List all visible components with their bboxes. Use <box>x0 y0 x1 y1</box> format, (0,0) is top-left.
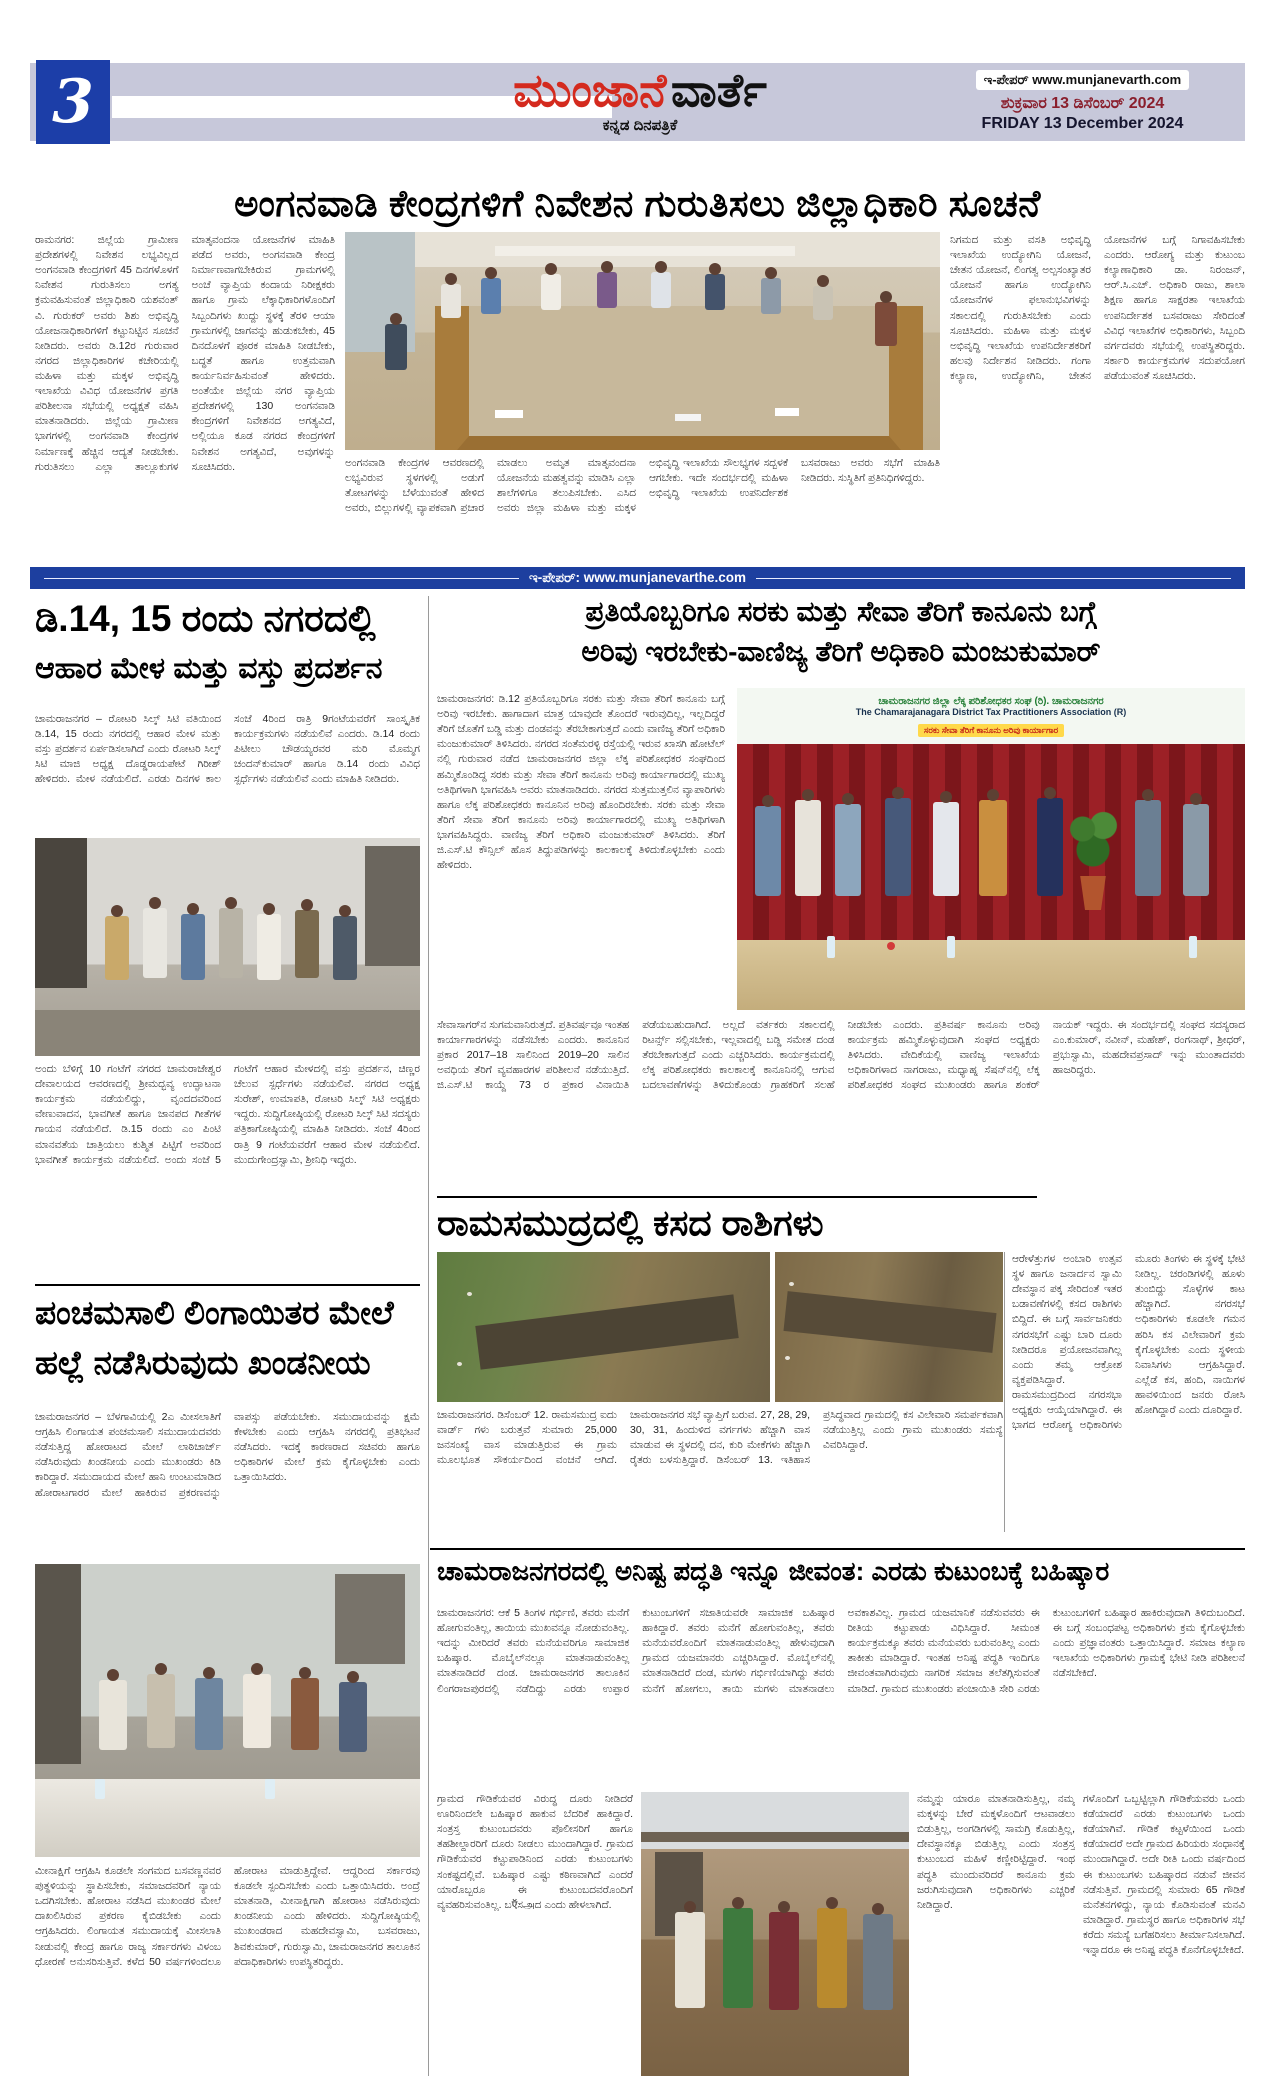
date-english: FRIDAY 13 December 2024 <box>981 115 1184 132</box>
litter-scatter <box>467 1292 472 1296</box>
epaper-label: ಇ-ಪೇಪರ್ <box>983 72 1029 87</box>
water-bottle <box>827 936 835 958</box>
person-figure <box>295 910 319 978</box>
person-figure <box>885 798 911 896</box>
person-figure <box>333 916 357 980</box>
anganwadi-right-columns: ನಿಗಮದ ಮತ್ತು ವಸತಿ ಅಭಿವೃದ್ಧಿ ಇಲಾಖೆಯ ಉದ್ಯೋಗಿನಿ ಯೋಜನೆ, ಚೇತನ ಯೋಜನೆ, ಲಿಂಗತ್ವ ಅಲ್ಪಸಂಖ್ಯಾತರ ಯೋಜನೆ ಹಾಗೂ ಉದ್ಯೋಗಿನಿ ಯೋಜನೆಗಳ ಫಲಾನುಭವಿಗಳನ್ನು ಸಕಾಲದಲ್ಲಿ ಗುರುತಿಸಬೇಕು ಎಂದು ಸೂಚಿಸಿದರು. ಮಹಿಳಾ ಮತ್ತು ಮಕ್ಕಳ ಅಭಿವೃದ್ಧಿ ಇಲಾಖೆಯ ಉಪನಿರ್ದೇಶಕರಿಗೆ ಹಲವು ನಿರ್ದೇಶನ ನೀಡಿದರು. ಗಂಗಾ ಕಲ್ಯಾಣ, ಉದ್ಯೋಗಿನಿ, ಚೇತನ ಯೋಜನೆಗಳ ಬಗ್ಗೆ ನಿಗಾವಹಿಸಬೇಕು ಎಂದರು. ಆರೋಗ್ಯ ಮತ್ತು ಕುಟುಂಬ ಕಲ್ಯಾಣಾಧಿಕಾರಿ ಡಾ. ನಿರಂಜನ್, ಆರ್.ಸಿ.ಎಚ್. ಅಧಿಕಾರಿ ರಾಜು, ಶಾಲಾ ಶಿಕ್ಷಣ ಹಾಗೂ ಸಾಕ್ಷರತಾ ಇಲಾಖೆಯ ಉಪನಿರ್ದೇಶಕ ಬಸವರಾಜು ಸೇರಿದಂತೆ ವಿವಿಧ ಇಲಾಖೆಗಳ ಅಧಿಕಾರಿಗಳು, ಸಿಬ್ಬಂದಿ ವರ್ಗದವರು ಸಭೆಯಲ್ಲಿ ಉಪಸ್ಥಿತರಿದ್ದರು. ಸರ್ಕಾರಿ ಕಾರ್ಯಕ್ರಮಗಳ ಸದುಪಯೋಗ ಪಡೆಯುವಂತೆ ಸೂಚಿಸಿದರು. <box>950 234 1245 382</box>
masthead <box>420 66 860 134</box>
photo-press-meet <box>35 838 420 1056</box>
photo-garbage-1 <box>437 1252 770 1402</box>
header-right <box>925 70 1240 133</box>
section-rule <box>437 1196 1037 1198</box>
person-figure <box>813 286 833 320</box>
plant <box>1067 808 1119 878</box>
papers <box>775 408 799 416</box>
epaper-url-pill[interactable] <box>976 70 1190 90</box>
column-divider <box>428 596 429 2076</box>
doorway <box>35 838 87 988</box>
papers <box>675 414 701 421</box>
ceiling-beam <box>495 246 795 256</box>
anganwadi-left-columns: ರಾಮನಗರ: ಜಿಲ್ಲೆಯ ಗ್ರಾಮೀಣ ಪ್ರದೇಶಗಳಲ್ಲಿ ನಿವೇಶನ ಲಭ್ಯವಿಲ್ಲದ ಅಂಗನವಾಡಿ ಕೇಂದ್ರಗಳಿಗೆ 45 ದಿನಗಳೊಳಗೆ ನಿವೇಶನ ಗುರುತಿಸಲು ಅಗತ್ಯ ಕ್ರಮವಹಿಸುವಂತೆ ಜಿಲ್ಲಾಧಿಕಾರಿ ಯಶವಂತ್ ವಿ. ಗುರುಕರ್ ಅವರು ಶಿಶು ಅಭಿವೃದ್ಧಿ ಯೋಜನಾಧಿಕಾರಿಗಳಿಗೆ ಕಟ್ಟುನಿಟ್ಟಿನ ಸೂಚನೆ ನೀಡಿದರು. ಅವರು ಡಿ.12ರ ಗುರುವಾರ ನಗರದ ಜಿಲ್ಲಾಧಿಕಾರಿಗಳ ಕಚೇರಿಯಲ್ಲಿ ಮಹಿಳಾ ಮತ್ತು ಮಕ್ಕಳ ಅಭಿವೃದ್ಧಿ ಇಲಾಖೆಯ ವಿವಿಧ ಯೋಜನೆಗಳ ಪ್ರಗತಿ ಪರಿಶೀಲನಾ ಸಭೆಯಲ್ಲಿ ಅಧ್ಯಕ್ಷತೆ ವಹಿಸಿ ಮಾತನಾಡಿದರು. ಜಿಲ್ಲೆಯ ಗ್ರಾಮೀಣ ಭಾಗಗಳಲ್ಲಿ ಅಂಗನವಾಡಿ ಕೇಂದ್ರಗಳ ನಿರ್ಮಾಣಕ್ಕೆ ಹೆಚ್ಚಿನ ಆದ್ಯತೆ ನೀಡಬೇಕು. ಗುರುತಿಸಲು ಎಲ್ಲಾ ತಾಲ್ಲೂಕುಗಳ ಮಾತೃವಂದನಾ ಯೋಜನೆಗಳ ಮಾಹಿತಿ ಪಡೆದ ಅವರು, ಅಂಗನವಾಡಿ ಕೇಂದ್ರ ನಿರ್ಮಾಣವಾಗಬೇಕಿರುವ ಗ್ರಾಮಗಳಲ್ಲಿ ಅಂಚೆ ವ್ಯಾಪ್ತಿಯ ಕಂದಾಯ ನಿರೀಕ್ಷಕರು ಹಾಗೂ ಗ್ರಾಮ ಲೆಕ್ಕಾಧಿಕಾರಿಗಳೊಂದಿಗೆ ಸಿಬ್ಬಂದಿಗಳು ಖುದ್ದು ಸ್ಥಳಕ್ಕೆ ತೆರಳಿ ಆಯಾ ಗ್ರಾಮಗಳಲ್ಲಿ ಜಾಗವನ್ನು ಹುಡುಕಬೇಕು, 45 ದಿನದೊಳಗೆ ಪೂರಕ ಮಾಹಿತಿ ನೀಡಬೇಕು, ಬದ್ಧತೆ ಹಾಗೂ ಉತ್ತಮವಾಗಿ ಕಾರ್ಯನಿರ್ವಹಿಸುವಂತೆ ಹೇಳಿದರು. ಅಂತೆಯೇ ಜಿಲ್ಲೆಯ ನಗರ ವ್ಯಾಪ್ತಿಯ ಪ್ರದೇಶಗಳಲ್ಲಿ 130 ಅಂಗನವಾಡಿ ಕೇಂದ್ರಗಳಿಗೆ ನಿವೇಶನದ ಅಗತ್ಯವಿದೆ, ಅಲ್ಲಿಯೂ ಕೂಡ ನಗರದ ಕೇಂದ್ರಗಳಿಗೆ ನಿವೇಶನ ಅಗತ್ಯವಿದೆ, ಅವುಗಳನ್ನು ಸೂಚಿಸಿದರು. <box>35 234 335 473</box>
food-mela-body-top: ಚಾಮರಾಜನಗರ – ರೋಟರಿ ಸಿಲ್ಕ್ ಸಿಟಿ ವತಿಯಿಂದ ಡಿ.14, 15 ರಂದು ನಗರದಲ್ಲಿ ಆಹಾರ ಮೇಳ ಮತ್ತು ವಸ್ತು ಪ್ರದರ್ಶನ ಏರ್ಪಡಿಸಲಾಗಿದೆ ಎಂದು ರೋಟರಿ ಸಿಲ್ಕ್ ಸಿಟಿ ಮಾಜಿ ಅಧ್ಯಕ್ಷ ದೊಡ್ಡರಾಯಪೇಟೆ ಗಿರೀಶ್ ಹೇಳಿದರು. ಮೇಳ ನಡೆಯಲಿದೆ. ಎರಡು ದಿನಗಳ ಕಾಲ ಸಂಜೆ 4ರಿಂದ ರಾತ್ರಿ 9ಗಂಟೆಯವರೆಗೆ ಸಾಂಸ್ಕೃತಿಕ ಕಾರ್ಯಕ್ರಮಗಳು ನಡೆಯಲಿವೆ ಎಂದರು. ಡಿ.14 ರಂದು ಪಿಟೀಲು ಚೌಡಯ್ಯರವರ ಮರಿ ಮೊಮ್ಮಗ ಚಂದನ್‌ಕುಮಾರ್ ಹಾಗೂ ಡಿ.14 ರಂದು ವಿವಿಧ ಸ್ಪರ್ಧೆಗಳು ನಡೆಯಲಿವೆ ಎಂದು ಮಾಹಿತಿ ನೀಡಿದರು. <box>35 713 420 786</box>
event-banner <box>737 688 1245 744</box>
gst-headline-2: ಅರಿವು ಇರಬೇಕು-ವಾಣಿಜ್ಯ ತೆರಿಗೆ ಅಧಿಕಾರಿ ಮಂಜುಕುಮಾರ್ <box>581 636 1101 667</box>
drain-trench <box>475 1294 738 1369</box>
photo-boycott-family <box>641 1792 909 2076</box>
person-figure <box>243 1674 271 1748</box>
epaper-website[interactable]: www.munjanevarth.com <box>1032 72 1182 87</box>
gst-headline-1: ಪ್ರತಿಯೊಬ್ಬರಿಗೂ ಸರಕು ಮತ್ತು ಸೇವಾ ತೆರಿಗೆ ಕಾನೂನು ಬಗ್ಗೆ <box>585 596 1097 627</box>
person-figure <box>339 1682 367 1752</box>
papers <box>495 410 523 418</box>
person-figure <box>195 1678 223 1750</box>
person-figure <box>481 278 501 314</box>
boycott-row-a-columns: ಚಾಮರಾಜನಗರ: ಆಕೆ 5 ತಿಂಗಳ ಗರ್ಭಿಣಿ, ತವರು ಮನೆಗೆ ಹೋಗುವಂತಿಲ್ಲ, ತಾಯಿಯ ಮುಖವನ್ನೂ ನೋಡುವಂತಿಲ್ಲ. ಇದನ್ನು ಮೀರಿದರೆ ತವರು ಮನೆಯವರಿಗೂ ಸಾಮಾಜಿಕ ಬಹಿಷ್ಕಾರ. ಮೊಬೈಲ್‌ನಲ್ಲೂ ಮಾತನಾಡುವಂತಿಲ್ಲ ಮಾತನಾಡಿದರೆ ದಂಡ. ಚಾಮರಾಜನಗರ ತಾಲೂಕಿನ ಲಿಂಗರಾಜಪುರದಲ್ಲಿ ನಡೆದಿದ್ದು ಎರಡು ಉಪ್ಪಾರ ಕುಟುಂಬಗಳಿಗೆ ಸಜಾತಿಯವರೇ ಸಾಮಾಜಿಕ ಬಹಿಷ್ಕಾರ ಹಾಕಿದ್ದಾರೆ. ತವರು ಮನೆಗೆ ಹೋಗುವಂತಿಲ್ಲ, ತವರು ಮನೆಯವರೊಂದಿಗೆ ಮಾತನಾಡುವಂತಿಲ್ಲ ಹೇಳುವುದಾಗಿ ಗ್ರಾಮದ ಯಜಮಾನರು ಎಚ್ಚರಿಸಿದ್ದಾರೆ. ಮೊಬೈಲ್‌ನಲ್ಲಿ ಮಾತನಾಡಿದರೆ ದಂಡ, ಮಗಳು ಗರ್ಭಿಣಿಯಾಗಿದ್ದು ತವರು ಮನೆಗೆ ಹೋಗಲು, ತಾಯಿ ಮಗಳು ಮಾತನಾಡಲು ಅವಕಾಶವಿಲ್ಲ. ಗ್ರಾಮದ ಯಜಮಾನಿಕೆ ನಡೆಸುವವರು ಈ ರೀತಿಯ ಕಟ್ಟುಪಾಡು ವಿಧಿಸಿದ್ದಾರೆ. ಸೀಮಂತ ಕಾರ್ಯಕ್ರಮಕ್ಕೂ ತವರು ಮನೆಯವರು ಬರುವಂತಿಲ್ಲ ಎಂದು ತಾಕೀತು ಮಾಡಿದ್ದಾರೆ. ಇಂತಹ ಅನಿಷ್ಟ ಪದ್ಧತಿ ಇಂದಿಗೂ ಜೀವಂತವಾಗಿರುವುದು ನಾಗರಿಕ ಸಮಾಜ ತಲೆತಗ್ಗಿಸುವಂತೆ ಮಾಡಿದೆ. ಗ್ರಾಮದ ಮುಖಂಡರು ಪಂಚಾಯಿತಿ ಸೇರಿ ಎರಡು ಕುಟುಂಬಗಳಿಗೆ ಬಹಿಷ್ಕಾರ ಹಾಕಿರುವುದಾಗಿ ತಿಳಿದುಬಂದಿದೆ. ಈ ಬಗ್ಗೆ ಸಂಬಂಧಪಟ್ಟ ಅಧಿಕಾರಿಗಳು ಕ್ರಮ ಕೈಗೊಳ್ಳಬೇಕು ಎಂದು ಪ್ರಜ್ಞಾವಂತರು ಒತ್ತಾಯಿಸಿದ್ದಾರೆ. ಸಮಾಜ ಕಲ್ಯಾಣ ಇಲಾಖೆಯ ಅಧಿಕಾರಿಗಳು ಗ್ರಾಮಕ್ಕೆ ಭೇಟಿ ನೀಡಿ ಪರಿಶೀಲನೆ ನಡೆಸಬೇಕಿದೆ. <box>437 1607 1245 1695</box>
person-figure <box>705 274 725 310</box>
ramasamudra-right-columns: ಆರೇಳೆತ್ತುಗಳ ಅಂಬಾರಿ ಉತ್ಸವ ಸ್ಥಳ ಹಾಗೂ ಜನಾರ್ದನ ಸ್ವಾಮಿ ದೇವಸ್ಥಾನ ಪಕ್ಕ ಸೇರಿದಂತೆ ಇತರ ಬಡಾವಣೆಗಳಲ್ಲಿ ಕಸದ ರಾಶಿಗಳು ಬಿದ್ದಿದೆ. ಈ ಬಗ್ಗೆ ಸಾರ್ವಜನಿಕರು ನಗರಸಭೆಗೆ ಎಷ್ಟು ಬಾರಿ ದೂರು ನೀಡಿದರೂ ಪ್ರಯೋಜನವಾಗಿಲ್ಲ ಎಂದು ತಮ್ಮ ಆಕ್ರೋಶ ವ್ಯಕ್ತಪಡಿಸಿದ್ದಾರೆ. ರಾಮಸಮುದ್ರದಿಂದ ನಗರಸಭಾ ಅಧ್ಯಕ್ಷರು ಆಯ್ಕೆಯಾಗಿದ್ದಾರೆ. ಈ ಭಾಗದ ಆರೋಗ್ಯ ಅಧಿಕಾರಿಗಳು ಮೂರು ತಿಂಗಳು ಈ ಸ್ಥಳಕ್ಕೆ ಭೇಟಿ ನೀಡಿಲ್ಲ. ಚರಂಡಿಗಳಲ್ಲಿ ಹೂಳು ತುಂಬಿದ್ದು ಸೊಳ್ಳೆಗಳ ಕಾಟ ಹೆಚ್ಚಾಗಿದೆ. ನಗರಸಭೆ ಅಧಿಕಾರಿಗಳು ಕೂಡಲೇ ಗಮನ ಹರಿಸಿ ಕಸ ವಿಲೇವಾರಿಗೆ ಕ್ರಮ ಕೈಗೊಳ್ಳಬೇಕು ಎಂದು ಸ್ಥಳೀಯ ನಿವಾಸಿಗಳು ಆಗ್ರಹಿಸಿದ್ದಾರೆ. ಎಲ್ಲೆಡೆ ಕಸ, ಹಂದಿ, ನಾಯಿಗಳ ಹಾವಳಿಯಿಂದ ಜನರು ರೋಸಿ ಹೋಗಿದ್ದಾರೆ ಎಂದು ದೂರಿದ್ದಾರೆ. <box>1012 1253 1245 1432</box>
table-front <box>35 1010 420 1056</box>
panchamasali-body-top: ಚಾಮರಾಜನಗರ – ಬೆಳಗಾವಿಯಲ್ಲಿ 2ಎ ಮೀಸಲಾತಿಗೆ ಆಗ್ರಹಿಸಿ ಲಿಂಗಾಯತ ಪಂಚಮಸಾಲಿ ಸಮುದಾಯದವರು ನಡೆಸುತ್ತಿದ್ದ ಹೋರಾಟದ ಮೇಲೆ ಲಾಠಿಚಾರ್ಜ್ ನಡೆಸಿರುವುದು ಖಂಡನೀಯ ಎಂದು ಮುಖಂಡರು ಕಿಡಿ ಕಾರಿದ್ದಾರೆ. ಸಮುದಾಯದ ಮೇಲೆ ಹಾನಿ ಉಂಟುಮಾಡಿದ ಹೋರಾಟಗಾರರ ಮೇಲೆ ಹಾಕಿರುವ ಪ್ರಕರಣವನ್ನು ವಾಪಸ್ಸು ಪಡೆಯಬೇಕು. ಸಮುದಾಯವನ್ನು ಕ್ಷಮೆ ಕೇಳಬೇಕು ಎಂದು ಆಗ್ರಹಿಸಿ ನಗರದಲ್ಲಿ ಪ್ರತಿಭಟನೆ ನಡೆಸಿದರು. ಇದಕ್ಕೆ ಕಾರಣರಾದ ಸಚಿವರು ಹಾಗೂ ಅಧಿಕಾರಿಗಳ ಮೇಲೆ ಕ್ರಮ ಕೈಗೊಳ್ಳಬೇಕು ಎಂದು ಒತ್ತಾಯಿಸಿದರು. <box>35 1411 420 1499</box>
doorway <box>35 1564 81 1764</box>
boycott-col-b2: ನಮ್ಮನ್ನು ಯಾರೂ ಮಾತನಾಡಿಸುತ್ತಿಲ್ಲ, ನಮ್ಮ ಮಕ್ಕಳನ್ನು ಬೇರೆ ಮಕ್ಕಳೊಂದಿಗೆ ಆಟವಾಡಲು ಬಿಡುತ್ತಿಲ್ಲ, ಅಂಗಡಿಗಳಲ್ಲಿ ಸಾಮಗ್ರಿ ಕೊಡುತ್ತಿಲ್ಲ, ದೇವಸ್ಥಾನಕ್ಕೂ ಬಿಡುತ್ತಿಲ್ಲ ಎಂದು ಸಂತ್ರಸ್ತ ಕುಟುಂಬದ ಮಹಿಳೆ ಕಣ್ಣೀರಿಟ್ಟಿದ್ದಾರೆ. ಇಂಥ ಪದ್ಧತಿ ಮುಂದುವರಿದರೆ ಕಾನೂನು ಕ್ರಮ ಜರುಗಿಸುವುದಾಗಿ ಅಧಿಕಾರಿಗಳು ಎಚ್ಚರಿಕೆ ನೀಡಿದ್ದಾರೆ. <box>917 1793 1075 1911</box>
main-headline: ಅಂಗನವಾಡಿ ಕೇಂದ್ರಗಳಿಗೆ ನಿವೇಶನ ಗುರುತಿಸಲು ಜಿಲ್ಲಾಧಿಕಾರಿ ಸೂಚನೆ <box>234 183 1041 224</box>
plant-pot <box>1077 876 1109 910</box>
boycott-headline: ಚಾಮರಾಜನಗರದಲ್ಲಿ ಅನಿಷ್ಟ ಪದ್ಧತಿ ಇನ್ನೂ ಜೀವಂತ: ಎರಡು ಕುಟುಂಬಕ್ಕೆ ಬಹಿಷ್ಕಾರ <box>437 1556 1110 1586</box>
litter-scatter <box>789 1282 794 1286</box>
page-number: 3 <box>52 67 94 137</box>
person-figure <box>105 916 129 980</box>
person-figure <box>441 284 461 318</box>
banner-english-line: The Chamarajanagara District Tax Practitioners Association (R) <box>855 707 1127 717</box>
section-rule <box>430 1548 1245 1550</box>
food-mela-headline-2: ಆಹಾರ ಮೇಳ ಮತ್ತು ವಸ್ತು ಪ್ರದರ್ಶನ <box>35 652 383 685</box>
section-rule <box>35 1284 420 1286</box>
banner-kannada-line: ಚಾಮರಾಜನಗರ ಜಿಲ್ಲಾ ಲೆಕ್ಕ ಪರಿಶೋಧಕರ ಸಂಘ (ರಿ). ಚಾಮರಾಜನಗರ <box>878 696 1104 707</box>
panchamasali-headline-1: ಪಂಚಮಸಾಲಿ ಲಿಂಗಾಯಿತರ ಮೇಲೆ <box>35 1294 394 1331</box>
date-kannada: ಶುಕ್ರವಾರ 13 ಡಿಸೆಂಬರ್ 2024 <box>1000 95 1165 112</box>
doorway <box>365 846 420 966</box>
person-figure <box>651 272 671 308</box>
anganwadi-below-photo-columns: ಅಂಗನವಾಡಿ ಕೇಂದ್ರಗಳ ಆವರಣದಲ್ಲಿ ಲಭ್ಯವಿರುವ ಸ್ಥಳಗಳಲ್ಲಿ ಅಡುಗೆ ತೋಟಗಳನ್ನು ಬೆಳೆಯುವಂತೆ ಹೇಳಿದ ಅವರು, ಬಿಲ್ಲುಗಳಲ್ಲಿ ವ್ಯಾಪಕವಾಗಿ ಪ್ರಚಾರ ಮಾಡಲು ಅಮೃತ ಮಾತೃವಂದನಾ ಯೋಜನೆಯ ಮಹತ್ವವನ್ನು ಮಾಡಿಸಿ ಎಲ್ಲಾ ಶಾಲೆಗಳಿಗೂ ತಲುಪಿಸಬೇಕು. ಎಸಿದ ಅವರು ಜಿಲ್ಲಾ ಮಹಿಳಾ ಮತ್ತು ಮಕ್ಕಳ ಅಭಿವೃದ್ಧಿ ಇಲಾಖೆಯ ಸೌಲಭ್ಯಗಳ ಸದ್ಬಳಕೆ ಆಗಬೇಕು. ಇದೇ ಸಂದರ್ಭದಲ್ಲಿ ಮಹಿಳಾ ಅಭಿವೃದ್ಧಿ ಇಲಾಖೆಯ ಉಪನಿರ್ದೇಶಕ ಬಸವರಾಜು ಅವರು ಸಭೆಗೆ ಮಾಹಿತಿ ನೀಡಿದರು. ಸುಸ್ಥಿತಿಗೆ ಪ್ರತಿನಿಧಿಗಳಿದ್ದರು. <box>345 457 940 515</box>
food-mela-headline-1: ಡಿ.14, 15 ರಂದು ನಗರದಲ್ಲಿ <box>35 598 376 639</box>
separator-line <box>756 578 1231 579</box>
person-figure <box>755 806 781 896</box>
page-number-box <box>36 60 110 144</box>
person-figure <box>675 1912 705 2008</box>
meeting-table-cloth <box>35 1779 420 1857</box>
panchamasali-body-bottom: ಮೀನಾಕ್ಷಿಗೆ ಆಗ್ರಹಿಸಿ ಕೂಡಲೇ ಸಂಗಮದ ಬಸವಣ್ಣನವರ ಪುತ್ಥಳಿಯನ್ನು ಸ್ಥಾಪಿಸಬೇಕು, ಸಮಾಜದವರಿಗೆ ನ್ಯಾಯ ಒದಗಿಸಬೇಕು. ಹೋರಾಟ ನಡೆಸಿದ ಮುಖಂಡರ ಮೇಲೆ ದಾಖಲಿಸಿರುವ ಪ್ರಕರಣ ಕೈಬಿಡಬೇಕು ಎಂದು ಆಗ್ರಹಿಸಿದರು. ಲಿಂಗಾಯತ ಸಮುದಾಯಕ್ಕೆ ಮೀಸಲಾತಿ ನೀಡುವಲ್ಲಿ ಕೇಂದ್ರ ಹಾಗೂ ರಾಜ್ಯ ಸರ್ಕಾರಗಳು ವಿಳಂಬ ಧೋರಣೆ ಅನುಸರಿಸುತ್ತಿವೆ. ಕಳೆದ 50 ವರ್ಷಗಳಿಂದಲೂ ಹೋರಾಟ ಮಾಡುತ್ತಿದ್ದೇವೆ. ಆದ್ದರಿಂದ ಸರ್ಕಾರವು ಕೂಡಲೇ ಸ್ಪಂದಿಸಬೇಕು ಎಂದು ಒತ್ತಾಯಿಸಿದರು. ಅಂದ್ರೆ ಮಾತನಾಡಿ, ಮೀನಾಕ್ಷಿಗಾಗಿ ಹೋರಾಟ ನಡೆಸಿರುವುದು ಖಂಡನೀಯ ಎಂದು ಹೇಳಿದರು. ಸುದ್ದಿಗೋಷ್ಠಿಯಲ್ಲಿ ಮುಖಂಡರಾದ ಮಹದೇವಸ್ವಾಮಿ, ಬಸವರಾಜು, ಶಿವಕುಮಾರ್, ಗುರುಸ್ವಾಮಿ, ಚಾಮರಾಜನಗರ ತಾಲೂಕಿನ ಪದಾಧಿಕಾರಿಗಳು ಉಪಸ್ಥಿತರಿದ್ದರು. <box>35 1865 420 1968</box>
person-figure <box>979 800 1007 896</box>
person-figure <box>181 914 205 980</box>
water-bottle <box>265 1779 275 1799</box>
dirt-bank <box>783 1291 996 1353</box>
stage-table <box>737 940 1245 1010</box>
water-bottle <box>947 936 955 958</box>
window <box>335 1574 405 1664</box>
epaper-separator-bar <box>30 567 1245 589</box>
person-figure <box>1135 800 1161 896</box>
person-figure <box>723 1908 753 2008</box>
water-bottle <box>1189 936 1197 958</box>
panchamasali-headline-2: ಹಲ್ಲೆ ನಡೆಸಿರುವುದು ಖಂಡನೀಯ <box>35 1344 371 1381</box>
person-figure <box>817 1908 847 2008</box>
ramasamudra-headline: ರಾಮಸಮುದ್ರದಲ್ಲಿ ಕಸದ ರಾಶಿಗಳು <box>437 1202 824 1243</box>
person-figure <box>541 274 561 310</box>
person-figure <box>291 1678 319 1750</box>
flower <box>887 942 895 950</box>
person-figure <box>147 1674 175 1748</box>
separator-text[interactable]: ಇ-ಪೇಪರ್: www.munjanevarthe.com <box>528 570 747 585</box>
boycott-col-b1: ಗ್ರಾಮದ ಗೌಡಿಕೆಯವರ ವಿರುದ್ಧ ದೂರು ನೀಡಿದರೆ ಊರಿನಿಂದಲೇ ಬಹಿಷ್ಕಾರ ಹಾಕುವ ಬೆದರಿಕೆ ಹಾಕಿದ್ದಾರೆ. ಸಂತ್ರಸ್ತ ಕುಟುಂಬದವರು ಪೊಲೀಸರಿಗೆ ಹಾಗೂ ತಹಶೀಲ್ದಾರರಿಗೆ ದೂರು ನೀಡಲು ಮುಂದಾಗಿದ್ದಾರೆ. ಗ್ರಾಮದ ಗೌಡಿಕೆಯವರ ಕಟ್ಟುಪಾಡಿನಿಂದ ಎರಡು ಕುಟುಂಬಗಳು ಸಂಕಷ್ಟದಲ್ಲಿವೆ. ಬಹಿಷ್ಕಾರ ಎಷ್ಟು ಕಠಿಣವಾಗಿದೆ ಎಂದರೆ ಯಾರೊಬ್ಬರೂ ಈ ಕುಟುಂಬದವರೊಂದಿಗೆ ವ್ಯವಹರಿಸುವಂತಿಲ್ಲ. ಬऍಸஅದ ಎಂದು ಹೇಳಲಾಗಿದೆ. <box>437 1793 633 1911</box>
person-figure <box>835 804 861 896</box>
gst-body-below: ಸೇವಾಸಾಗರ್‌ನ ಸುಗಮವಾನಿರುತ್ತದೆ. ಪ್ರತಿವರ್ಷವೂ ಇಂತಹ ಕಾರ್ಯಾಗಾರಗಳನ್ನು ನಡೆಸಬೇಕು ಎಂದರು. ಕಾನೂನಿನ ಪ್ರಕಾರ 2017–18 ಸಾಲಿನಿಂದ 2019–20 ಸಾಲಿನ ಅವಧಿಯ ತೆರಿಗೆ ವ್ಯವಹಾರಗಳ ಪರಿಶೀಲನೆ ನಡೆಯುತ್ತಿದೆ. ಜಿ.ಎಸ್.ಟಿ ಕಾಯ್ದೆ 73 ರ ಪ್ರಕಾರ ವಿನಾಯಿತಿ ಪಡೆಯಬಹುದಾಗಿದೆ. ಅಲ್ಲದೆ ವರ್ತಕರು ಸಕಾಲದಲ್ಲಿ ರಿಟರ್ನ್ಸ್ ಸಲ್ಲಿಸಬೇಕು, ಇಲ್ಲವಾದಲ್ಲಿ ಬಡ್ಡಿ ಸಮೇತ ದಂಡ ತೆರಬೇಕಾಗುತ್ತದೆ ಎಂದು ಎಚ್ಚರಿಸಿದರು. ಕಾರ್ಯಕ್ರಮದಲ್ಲಿ ಲೆಕ್ಕ ಪರಿಶೋಧಕರು ಕಾಲಕಾಲಕ್ಕೆ ಕಾನೂನಿನಲ್ಲಿ ಆಗುವ ಬದಲಾವಣೆಗಳನ್ನು ತಿಳಿದುಕೊಂಡು ಗ್ರಾಹಕರಿಗೆ ಸಲಹೆ ನೀಡಬೇಕು ಎಂದರು. ಪ್ರತಿವರ್ಷ ಕಾನೂನು ಅರಿವು ಕಾರ್ಯಕ್ರಮ ಹಮ್ಮಿಕೊಳ್ಳುವುದಾಗಿ ಸಂಘದ ಅಧ್ಯಕ್ಷರು ತಿಳಿಸಿದರು. ವೇದಿಕೆಯಲ್ಲಿ ವಾಣಿಜ್ಯ ಇಲಾಖೆಯ ಅಧಿಕಾರಿಗಳಾದ ನಾಗರಾಜು, ಮಧ್ಯಾಹ್ನ ಸೆಷನ್‌ನಲ್ಲಿ ಲೆಕ್ಕ ಪರಿಶೋಧಕರ ಸಂಘದ ಮುಖಂಡರು ಹಾಗೂ ಶಂಕರ್ ನಾಯಕ್ ಇದ್ದರು. ಈ ಸಂದರ್ಭದಲ್ಲಿ ಸಂಘದ ಸದಸ್ಯರಾದ ಎಂ.ಕುಮಾರ್, ನವೀನ್, ಮಹೇಶ್, ರಂಗನಾಥ್, ಶ್ರೀಧರ್, ಪ್ರಭುಸ್ವಾಮಿ, ಮಹದೇವಪ್ರಸಾದ್ ಇನ್ನು ಮುಂತಾದವರು ಹಾಜರಿದ್ದರು. <box>437 1019 1245 1092</box>
litter-scatter <box>785 1356 790 1360</box>
person-figure <box>795 800 821 896</box>
person-figure <box>875 302 897 346</box>
meeting-table <box>435 306 923 450</box>
food-mela-body-bottom: ಅಂದು ಬೆಳಿಗ್ಗೆ 10 ಗಂಟೆಗೆ ನಗರದ ಚಾಮರಾಜೇಶ್ವರ ದೇವಾಲಯದ ಆವರಣದಲ್ಲಿ ಶ್ರೀಮದ್ಭವ್ಯ ಉದ್ಘಾಟನಾ ಕಾರ್ಯಕ್ರಮ ನಡೆಯಲಿದ್ದು, ವೃಂದದವರಿಂದ ವೇಣುವಾದನ, ಭಾವಗೀತೆ ಹಾಗೂ ಜಾನಪದ ಗೀತೆಗಳ ಗಾಯನ ನಡೆಯಲಿದೆ. ಡಿ.15 ರಂದು ಎಂ ಪಿಂಟಿ ಮಾನವತೆಯ ಚಾತ್ರಿಯಲು ಕುಶ್ಮಿತ ಪಿಟ್ಟಿಗೆ ಅವರಿಂದ ಭಾವಗೀತೆ ಕಾರ್ಯಕ್ರಮ ನಡೆಯಲಿದೆ. ಅಂದು ಸಂಜೆ 5 ಗಂಟೆಗೆ ಆಹಾರ ಮೇಳದಲ್ಲಿ ವಸ್ತು ಪ್ರದರ್ಶನ, ಚಿಣ್ಣರ ಚೆಲುವ ಸ್ಪರ್ಧೆಗಳು ನಡೆಯಲಿವೆ. ನಗರದ ಅಧ್ಯಕ್ಷ ಸುರೇಶ್, ಉಮಾಪತಿ, ರೋಟರಿ ಸಿಲ್ಕ್ ಸಿಟಿ ಅಧ್ಯಕ್ಷರು ಇದ್ದರು. ಸುದ್ದಿಗೋಷ್ಠಿಯಲ್ಲಿ ರೋಟರಿ ಸಿಲ್ಕ್ ಸಿಟಿ ಸದಸ್ಯರು ಪತ್ರಿಕಾಗೋಷ್ಠಿಯಲ್ಲಿ ಮಾಹಿತಿ ನೀಡಿದರು. ಸಂಜೆ 4ರಿಂದ ರಾತ್ರಿ 9 ಗಂಟೆಯವರೆಗೆ ಆಹಾರ ಮೇಳ ನಡೆಯಲಿದೆ. ಮುದುಗೇಂದ್ರಸ್ವಾಮಿ, ಶ್ರೀನಿಧಿ ಇದ್ದರು. <box>35 1063 420 1166</box>
person-figure <box>99 1680 127 1750</box>
person-figure <box>769 1912 799 2010</box>
person-figure <box>933 802 959 896</box>
person-figure <box>863 1914 893 2010</box>
person-figure <box>1037 798 1063 896</box>
roof-line <box>641 1832 909 1842</box>
water-bottle <box>95 1779 105 1799</box>
person-figure <box>761 278 781 314</box>
banner-subtitle: ಸರಕು ಸೇವಾ ತೆರಿಗೆ ಕಾನೂನು ಅರಿವು ಕಾರ್ಯಾಗಾರ <box>918 724 1064 737</box>
boycott-col-b3: ಗಳೊಂದಿಗೆ ಒಬ್ಬಟ್ಟಿಲ್ಲಾಗಿ ಗೌಡಿಕೆಯವರು ಒಂದು ಕಡೆಯಾದರೆ ಎರಡು ಕುಟುಂಬಗಳು ಒಂದು ಕಡೆಯಾಗಿವೆ. ಗೌಡಿಕೆ ಕಟ್ಟಳೆಯಿಂದ ಒಂದು ಕಡೆಯಾದರೆ ಅದೇ ಗ್ರಾಮದ ಹಿರಿಯರು ಸಂಧಾನಕ್ಕೆ ಮುಂದಾಗಿದ್ದಾರೆ. ಅದೇ ರೀತಿ ಒಂದು ವರ್ಷದಿಂದ ಈ ಕುಟುಂಬಗಳು ಬಹಿಷ್ಕಾರದ ನಡುವೆ ಜೀವನ ನಡೆಸುತ್ತಿವೆ. ಗ್ರಾಮದಲ್ಲಿ ಸುಮಾರು 65 ಗೌಡಿಕೆ ಮನೆತನಗಳಿದ್ದು, ನ್ಯಾಯ ಕೊಡಿಸುವಂತೆ ಮನವಿ ಮಾಡಿದ್ದಾರೆ. ಗ್ರಾಮಸ್ಥರ ಹಾಗೂ ಅಧಿಕಾರಿಗಳ ಸಭೆ ಕರೆದು ಸಮಸ್ಯೆ ಬಗೆಹರಿಸಲು ತೀರ್ಮಾನಿಸಲಾಗಿದೆ. ಇನ್ನಾದರೂ ಈ ಅನಿಷ್ಟ ಪದ್ಧತಿ ಕೊನೆಗೊಳ್ಳಬೇಕಿದೆ. <box>1083 1793 1245 1957</box>
masthead-tagline: ಕನ್ನಡ ದಿನಪತ್ರಿಕೆ <box>602 117 678 135</box>
person-figure <box>597 272 617 308</box>
photo-garbage-2 <box>775 1252 1003 1402</box>
column-divider <box>1004 1252 1005 1532</box>
person-figure <box>385 324 407 370</box>
photo-panchamasali-meeting <box>35 1564 420 1857</box>
photo-dc-meeting <box>345 232 940 450</box>
person-figure <box>257 914 281 980</box>
ramasamudra-below-columns: ಚಾಮರಾಜನಗರ. ಡಿಸೆಂಬರ್ 12. ರಾಮಸಮುದ್ರ ಐದು ವಾರ್ಡ್ ಗಳು ಬರುತ್ತವೆ ಸುಮಾರು 25,000 ಜನಸಂಖ್ಯೆ ವಾಸ ಮಾಡುತ್ತಿರುವ ಈ ಗ್ರಾಮ ಮೂಲಭೂತ ಸೌಕರ್ಯದಿಂದ ವಂಚನೆ ಆಗಿದೆ. ಚಾಮರಾಜನಗರ ಸಭೆ ವ್ಯಾಪ್ತಿಗೆ ಬರುವ. 27, 28, 29, 30, 31, ಹಿಂದುಳಿದ ವರ್ಗಗಳು ಹೆಚ್ಚಾಗಿ ವಾಸ ಮಾಡುವ ಈ ಸ್ಥಳದಲ್ಲಿ ದನ, ಕುರಿ ಮೇಕೆಗಳು ಹೆಚ್ಚಾಗಿ ರೈತರು ಬಳಸುತ್ತಿದ್ದಾರೆ. ಡಿಸೆಂಬರ್ 13. ಇತಿಹಾಸ ಪ್ರಸಿದ್ಧವಾದ ಗ್ರಾಮದಲ್ಲಿ ಕಸ ವಿಲೇವಾರಿ ಸಮರ್ಪಕವಾಗಿ ನಡೆಯುತ್ತಿಲ್ಲ ಎಂದು ಗ್ರಾಮ ಮುಖಂಡರು ಸಮಸ್ಯೆ ವಿವರಿಸಿದ್ದಾರೆ. <box>437 1409 1003 1467</box>
person-figure <box>1183 804 1209 896</box>
litter-scatter <box>457 1362 462 1366</box>
gst-body-left: ಚಾಮರಾಜನಗರ: ಡಿ.12 ಪ್ರತಿಯೊಬ್ಬರಿಗೂ ಸರಕು ಮತ್ತು ಸೇವಾ ತೆರಿಗೆ ಕಾನೂನು ಬಗ್ಗೆ ಅರಿವು ಇರಬೇಕು. ಹಾಗಾದಾಗ ಮಾತ್ರ ಯಾವುದೇ ತೊಂದರೆ ಇರುವುದಿಲ್ಲ, ಇಲ್ಲದಿದ್ದರೆ ತೆರಿಗೆ ಜೊತೆಗೆ ಬಡ್ಡಿ ಮತ್ತು ದಂಡವನ್ನು ತೆರಬೇಕಾಗುತ್ತದೆ ಎಂದು ವಾಣಿಜ್ಯ ತೆರಿಗೆ ಅಧಿಕಾರಿ ಮಂಜುಕುಮಾರ್ ತಿಳಿಸಿದರು. ನಗರದ ಸಂತೆಮರಳ್ಳಿ ರಸ್ತೆಯಲ್ಲಿ ಇರುವ ಖಾಸಗಿ ಹೋಟೆಲ್ ನಲ್ಲಿ ಗುರುವಾರ ನಡೆದ ಚಾಮರಾಜನಗರ ಜಿಲ್ಲಾ ಲೆಕ್ಕ ಪರಿಶೋಧಕರ ಸಂಘದಿಂದ ಹಮ್ಮಿಕೊಂಡಿದ್ದ ಸರಕು ಮತ್ತು ಸೇವಾ ತೆರಿಗೆ ಕಾನೂನು ಅರಿವು ಕಾರ್ಯಾಗಾರದಲ್ಲಿ ಮುಖ್ಯ ಅತಿಥಿಗಳಾಗಿ ಭಾಗವಹಿಸಿ ಅವರು ಮಾತನಾಡಿದರು. ನಗರದ ಸುತ್ತಮುತ್ತಲಿನ ವ್ಯಾಪಾರಿಗಳು ಹಾಗೂ ಲೆಕ್ಕ ಪರಿಶೋಧಕರು ಕಾನೂನಿನ ಅರಿವು ಹೊಂದಿರಬೇಕು. ಸರಕು ಮತ್ತು ಸೇವಾ ತೆರಿಗೆ ಸೇವಾ ತೆರಿಗೆ ಕಾನೂನು ಅರಿವು ಕಾರ್ಯಾಗಾರದಲ್ಲಿ ಮುಖ್ಯ ಅತಿಥಿಗಳಾಗಿ ಭಾಗವಹಿಸಿದ್ದರು. ವಾಣಿಜ್ಯ ತೆರಿಗೆ ಅಧಿಕಾರಿ ಮಂಜುಕುಮಾರ್ ತಿಳಿಸಿದರು. ತೆರಿಗೆ ಜಿ.ಎಸ್.ಟಿ ಕೌನ್ಸಿಲ್ ಹೊಸ ತಿದ್ದುಪಡಿಗಳನ್ನು ಕಾಲಕಾಲಕ್ಕೆ ತಿಳಿದುಕೊಳ್ಳಬೇಕು ಎಂದು ಹೇಳಿದರು. <box>437 693 725 872</box>
masthead-name-red: ಮುಂಜಾನೆ <box>513 64 667 116</box>
person-figure <box>143 908 167 978</box>
separator-line <box>44 578 519 579</box>
person-figure <box>219 908 243 978</box>
photo-gst-workshop <box>737 688 1245 1010</box>
masthead-name-black: ವಾರ್ತೆ <box>670 64 767 116</box>
